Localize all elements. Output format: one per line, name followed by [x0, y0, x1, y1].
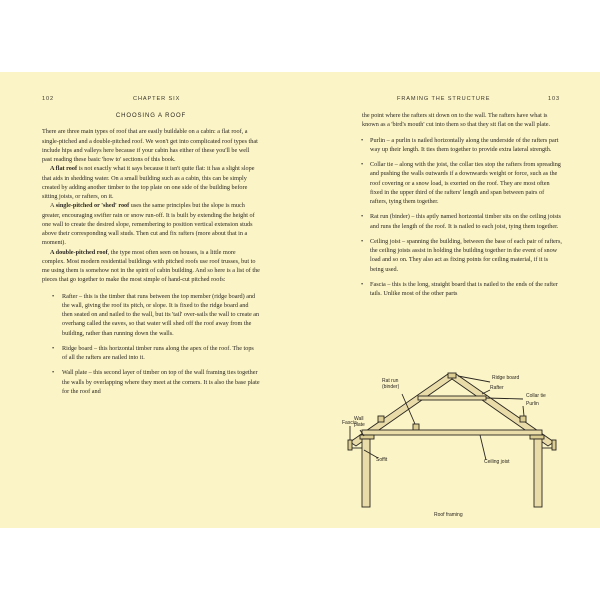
- label-wall-plate: Wall plate: [354, 416, 365, 428]
- label-purlin: Purlin: [526, 401, 539, 407]
- list-item-rafter: • Rafter – this is the timber that runs between the top member (ridge board) and the wall, giving the roof its pitch, or slope. It is fixed to the ridge board and then seated on and nailed to the wall, but its 'tail' over-sails the wall to create an overhang called the eaves, so that water will shed off the roof away from the building, rather than running down the walls.: [62, 292, 260, 338]
- list-item-ceiling-joist: • Ceiling joist – spanning the building, between the base of each pair of rafters, the ceiling joists assist in holding the building together in the event of snow load and so on. They also act as fixing points for ceiling material, if it is being used.: [370, 237, 562, 274]
- label-ridge-board: Ridge board: [492, 375, 520, 381]
- list-item-wall-plate: • Wall plate – this second layer of timber on top of the wall framing ties together the walls by overlapping where they meet at the corners. It is also the base plate for the roof and: [62, 368, 260, 396]
- label-soffit: Soffit: [376, 457, 388, 463]
- continuation-paragraph: the point where the rafters sit down on to the wall. The rafters have what is known as a 'bird's mouth' cut into them so that they sit flat on the wall plate.: [362, 112, 551, 129]
- double-pitch-term: A double-pitched roof: [50, 248, 108, 256]
- running-head-left: CHAPTER SIX: [133, 96, 181, 102]
- list-item-rat-run: • Rat run (binder) – this aptly named horizontal timber sits on the ceiling joists and runs the length of the roof. It is nailed to each joist, tying them together.: [370, 212, 562, 231]
- roof-framing-diagram: [340, 372, 580, 522]
- list-item-collar-tie: • Collar tie – along with the joist, the collar ties stop the rafters from spreading and pushing the walls outwards if a downwards weight or force, such as the roof covering or a snow load, is exerted on the roof. They are most often fixed in the upper third of the rafters' length and span between pairs of rafters, tying them together.: [370, 160, 562, 206]
- roof-parts-list-left: [42, 292, 260, 397]
- label-rafter: Rafter: [490, 385, 504, 391]
- single-pitch-paragraph: A single-pitched or 'shed' roof uses the same principles but the slope is much greater, encouraging swifter rain or snow run-off. It is built by extending the height of one wall to create the desired slope, remembering to position vertical extension studs above their corresponding wall studs. Then cut and fix rafters (more about that in a moment).: [42, 202, 255, 247]
- single-pitch-term: single-pitched or 'shed' roof: [55, 202, 130, 210]
- flat-roof-paragraph: A flat roof is not exactly what it says because it isn't quite flat: it has a slight slope that aids in shedding water. On a small building such as a cabin, this can be simply created by adding another timber to the top plate on one side of the building before sitting joists, or rafters, on it.: [42, 165, 255, 200]
- list-item-purlin: • Purlin – a purlin is nailed horizontally along the underside of the rafters part way up their length. It ties them together to provide extra lateral strength.: [370, 136, 562, 155]
- intro-paragraph: There are three main types of roof that are easily buildable on a cabin: a flat roof, a single-pitched and a double-pitched roof. We won't get into complicated roof types that include hips and valleys here because if your cabin has either of these you'll be well past reading these basic 'how to' sections of this book.: [42, 128, 258, 163]
- page-number-left: 102: [42, 96, 55, 102]
- list-item-ridge-board: • Ridge board – this horizontal timber runs along the apex of the roof. The tops of all the rafters are nailed into it.: [62, 344, 260, 363]
- left-text-column: [42, 112, 260, 402]
- book-spread: [0, 72, 600, 528]
- list-item-fascia: • Fascia – this is the long, straight board that is nailed to the ends of the rafter tails. Unlike most of the other parts: [370, 280, 562, 299]
- section-heading: CHOOSING A ROOF: [115, 113, 187, 119]
- label-ceiling-joist: Ceiling joist: [484, 459, 510, 465]
- flat-roof-term: A flat roof: [50, 165, 78, 173]
- roof-parts-list-right: [362, 136, 562, 299]
- left-page: [0, 72, 300, 528]
- diagram-caption: Roof framing: [434, 512, 463, 518]
- label-fascia: Fascia: [342, 420, 357, 426]
- label-collar-tie: Collar tie: [526, 393, 546, 399]
- double-pitch-paragraph: A double-pitched roof, the type most often seen on houses, is a little more complex. Most modern residential buildings with pitched roofs use roof trusses, but to me using them is somehow not in the spirit of cabin building. And so here is a list of the pieces that go together to make the most simple of hand-cut pitched roofs:: [42, 248, 260, 284]
- right-text-column: [362, 111, 562, 304]
- label-rat-run: Rat run (binder): [382, 378, 400, 390]
- running-head-right: FRAMING THE STRUCTURE: [397, 96, 491, 102]
- page-number-right: 103: [548, 96, 561, 102]
